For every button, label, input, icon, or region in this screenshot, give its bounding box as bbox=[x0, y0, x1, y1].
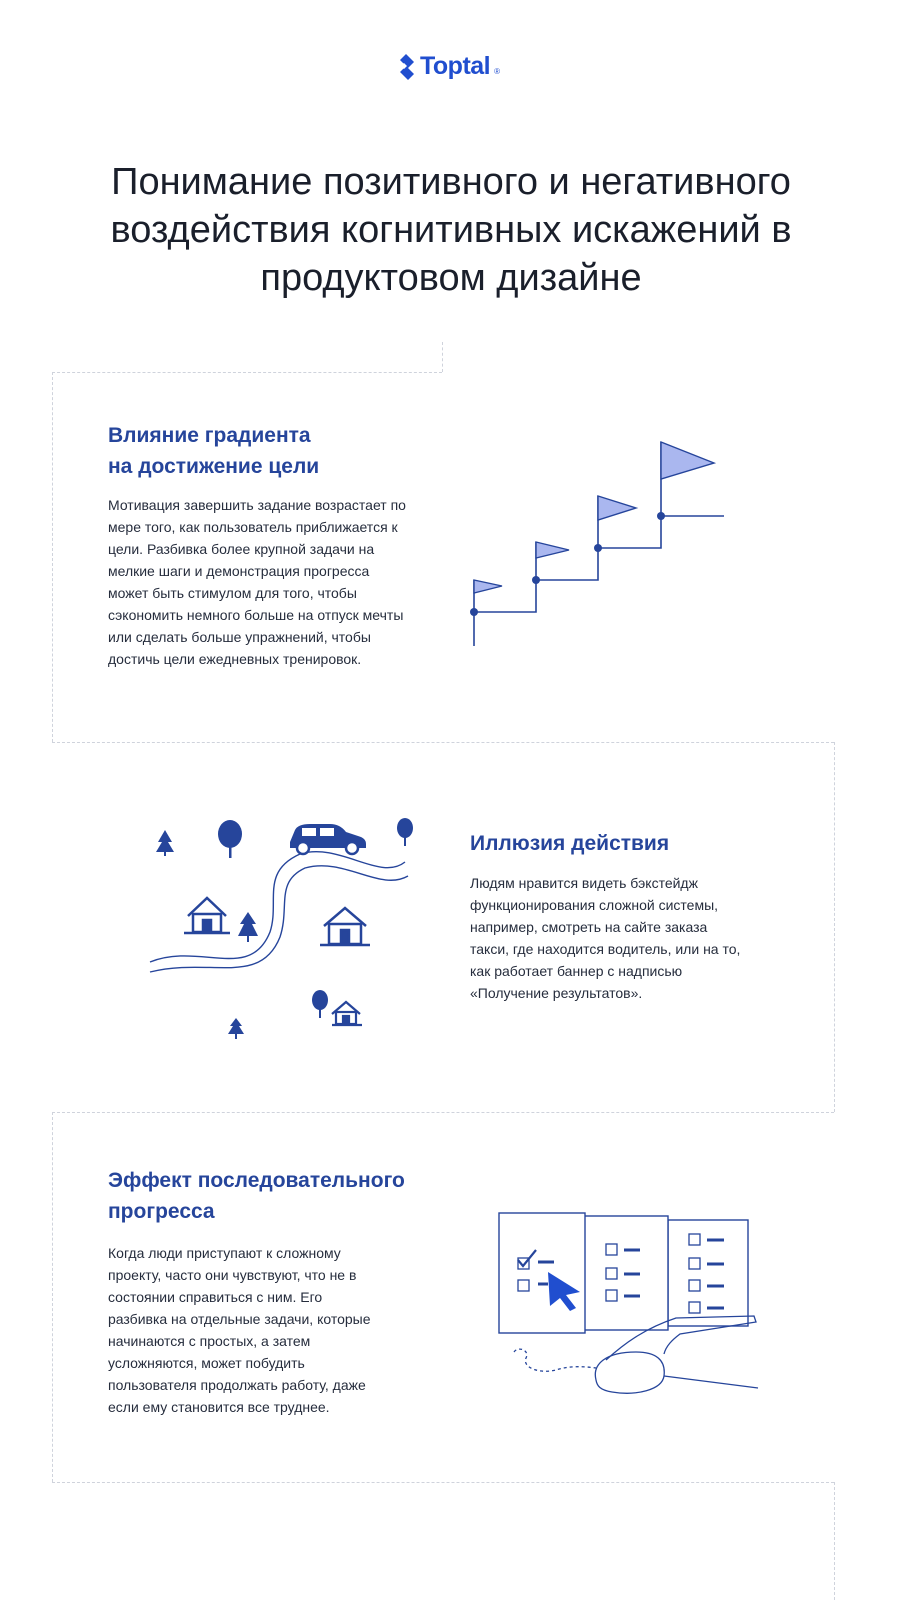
section1-text: Мотивация завершить задание возрастает по мере того, как пользователь приближается к цели. Разбивка более крупной задачи на мелкие шаги и демонстрация прогресса может быть стимулом для того, чтобы сэкономить немного больше на отпуск мечты или сделать больше упражнений, чтобы достичь цели ежедневных тренировок. bbox=[108, 497, 406, 667]
stair-flags-icon bbox=[468, 436, 728, 648]
section2-text: Людям нравится видеть бэкстейдж функционирования сложной системы, например, смотреть на сайте заказа такси, где находится водитель, или на то, как работает баннер с надписью «Получение результатов». bbox=[470, 875, 741, 1001]
section3-text: Когда люди приступают к сложному проекту, часто они чувствуют, что не в состоянии справиться с ним. Его разбивка на отдельные задачи, которые начинаются с простых, а затем усложняются, может побудить пользователя продолжать работу, даже если ему становится все труднее. bbox=[108, 1245, 371, 1415]
section4-frame-right bbox=[834, 1482, 835, 1600]
logo-registered-mark: ® bbox=[494, 67, 501, 76]
divider-top-vertical bbox=[442, 342, 443, 372]
round-tree-icon bbox=[312, 990, 328, 1018]
section1-frame-bottom bbox=[52, 742, 834, 743]
section3-frame-left bbox=[52, 1112, 53, 1482]
round-tree-icon bbox=[218, 820, 242, 858]
section1-title: Влияние градиента на достижение цели bbox=[108, 424, 320, 478]
tree-icon bbox=[238, 912, 258, 942]
section3-title: Эффект последовательного прогресса bbox=[108, 1169, 405, 1223]
section3-frame-bottom bbox=[52, 1482, 834, 1483]
checklist-cursor-icon bbox=[496, 1210, 766, 1410]
flag-1-icon bbox=[474, 580, 502, 593]
tree-icon bbox=[228, 1018, 244, 1039]
road-car-map-icon bbox=[140, 812, 430, 1042]
car-icon bbox=[290, 824, 366, 854]
section1-frame-left bbox=[52, 372, 53, 742]
section2-title: Иллюзия действия bbox=[470, 832, 670, 855]
house-icon bbox=[332, 1002, 362, 1025]
toptal-logo-icon bbox=[396, 54, 416, 80]
section2-frame-right bbox=[834, 742, 835, 1112]
section2-frame-bottom bbox=[52, 1112, 834, 1113]
house-icon bbox=[320, 908, 370, 945]
flag-4-icon bbox=[661, 442, 714, 479]
section1-frame-top bbox=[52, 372, 442, 373]
tree-icon bbox=[156, 830, 174, 856]
logo-text: Toptal bbox=[420, 52, 491, 80]
flag-2-icon bbox=[536, 542, 569, 558]
page-title: Понимание позитивного и негативного воздействия когнитивных искажений в продуктовом дизайне bbox=[110, 161, 792, 299]
round-tree-icon bbox=[397, 818, 413, 846]
flag-3-icon bbox=[598, 496, 636, 520]
toptal-logo bbox=[396, 52, 500, 81]
house-icon bbox=[184, 898, 230, 933]
